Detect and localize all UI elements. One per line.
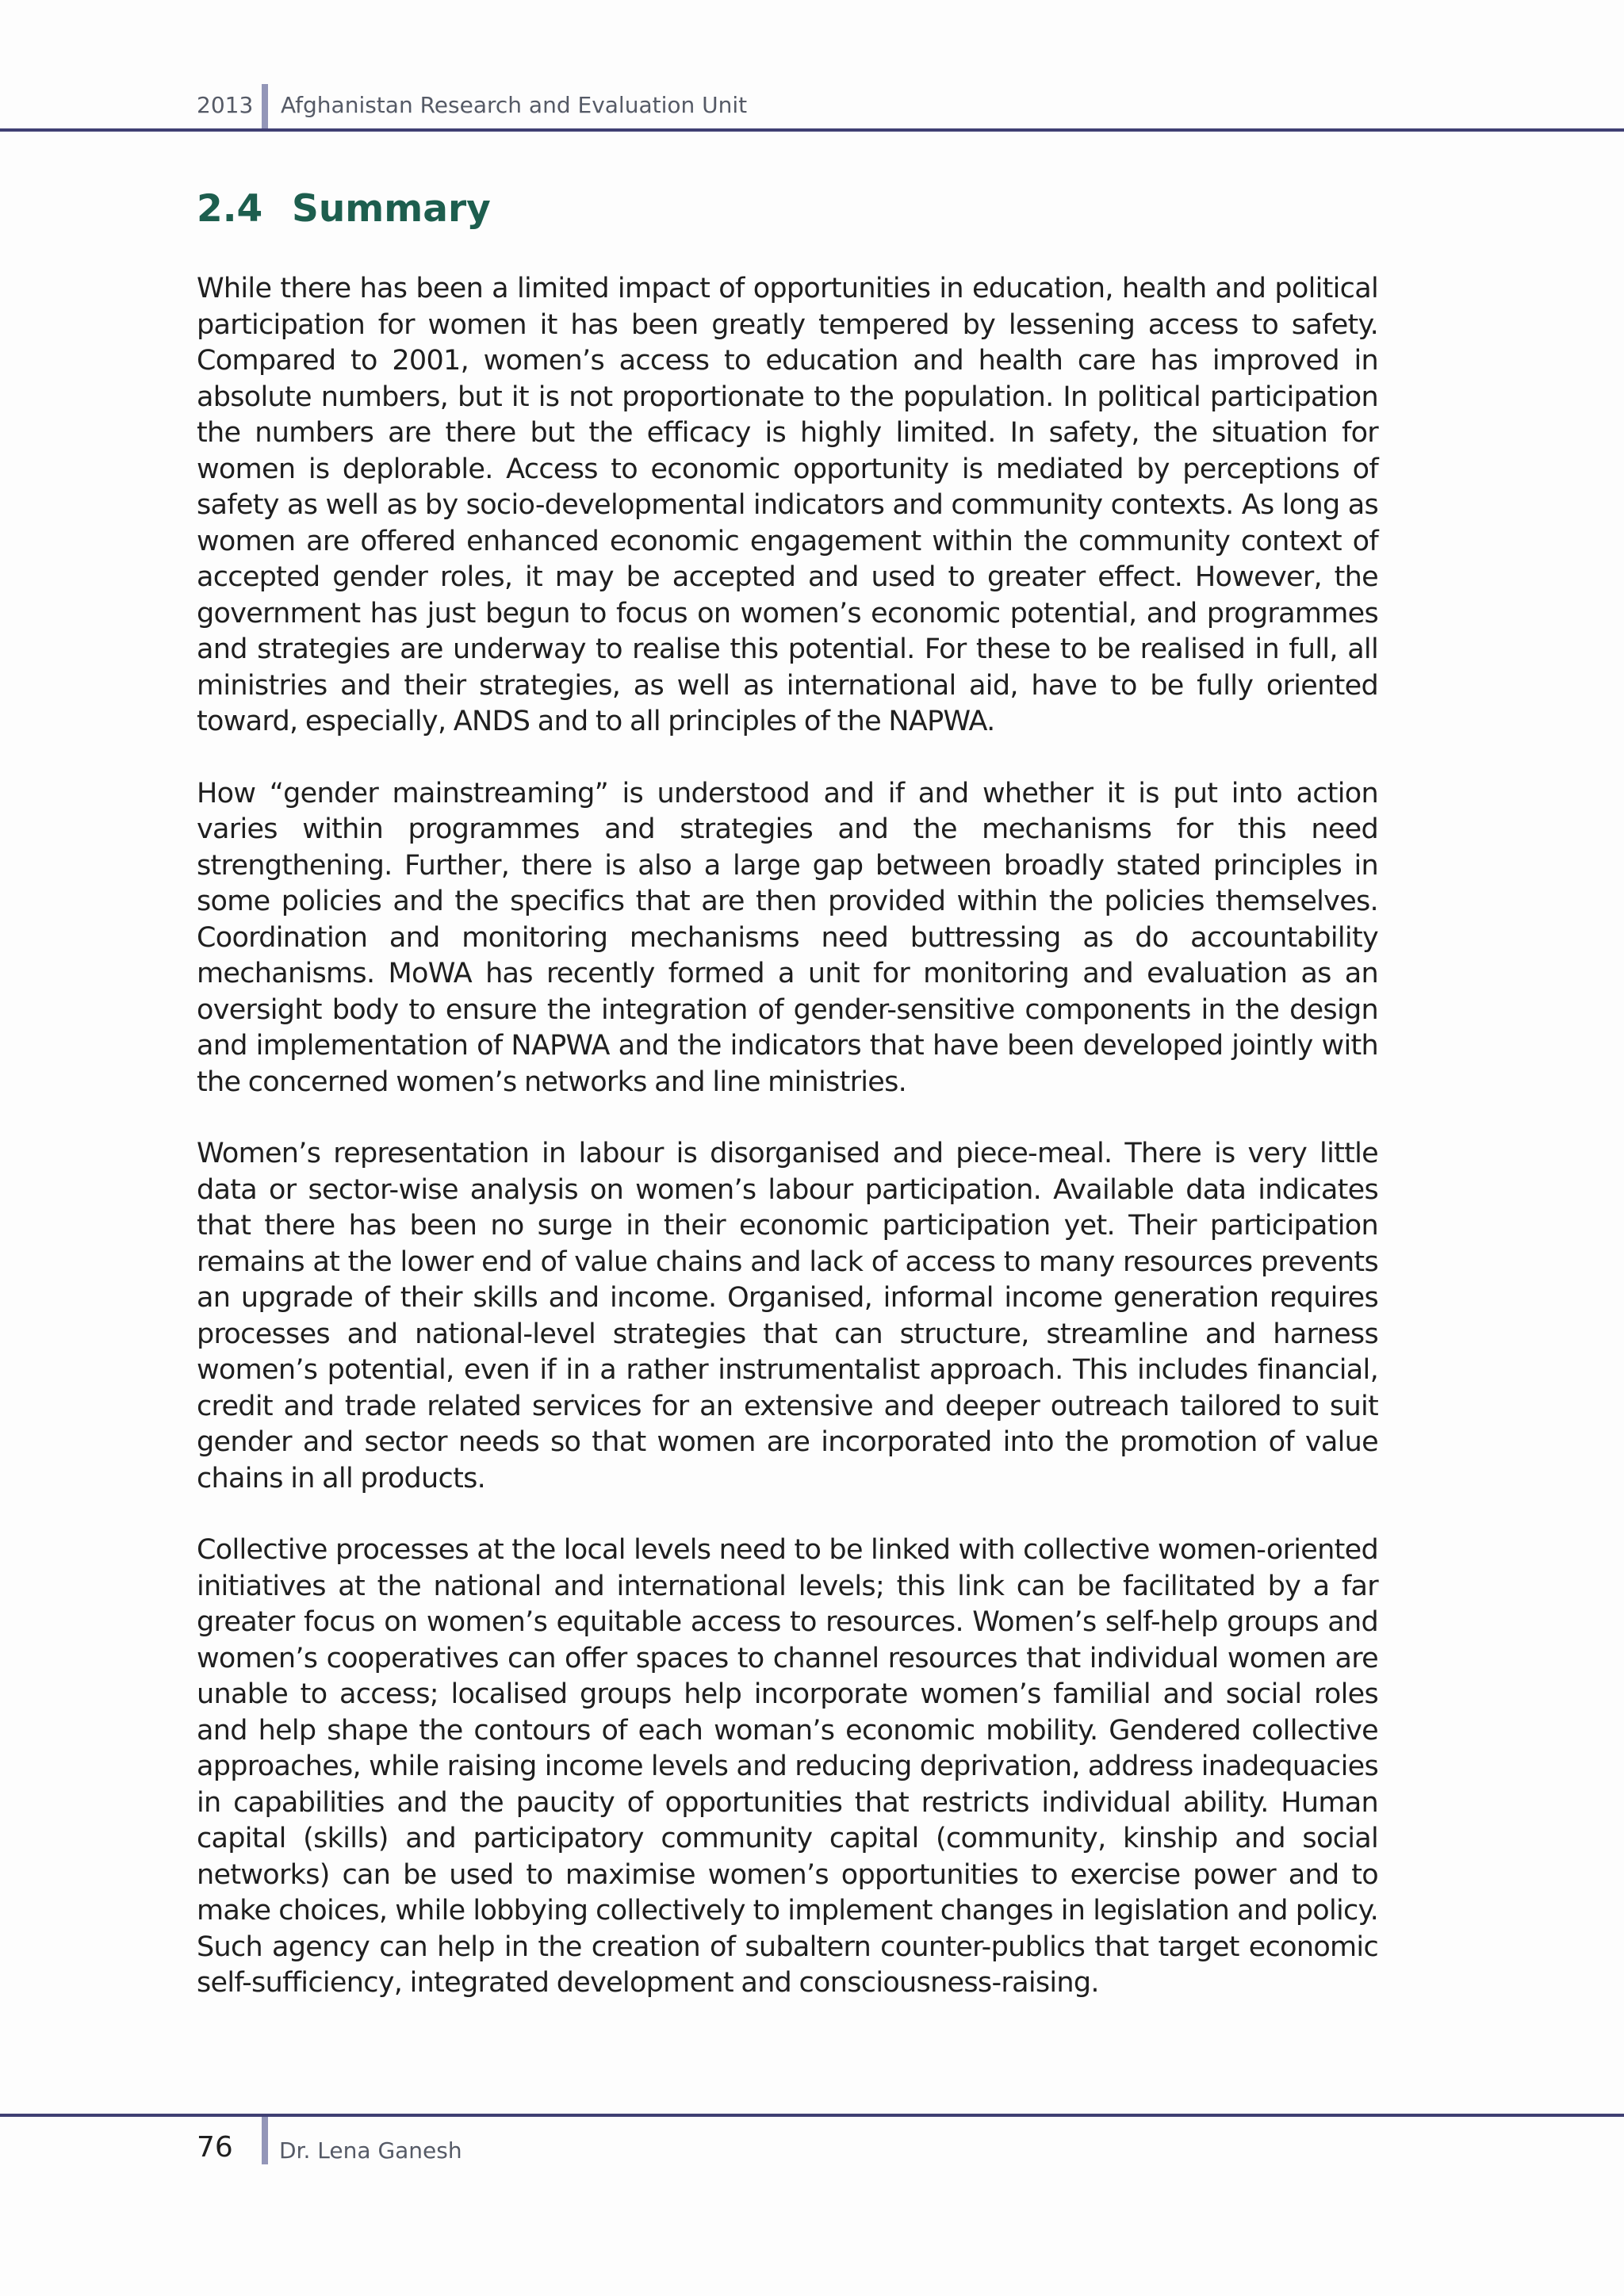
page-header xyxy=(0,0,1624,135)
body-text xyxy=(197,271,1378,2038)
header-divider-bar xyxy=(262,84,268,130)
footer-author: Dr. Lena Ganesh xyxy=(279,2137,462,2164)
paragraph: How “gender mainstreaming” is understood and if and whether it is put into action varies within programmes and strategies and the mechanisms for this need strengthening. Further, there is also a large gap between broadly stated principles in some policies and the specifics that are then provided within the policies themselves. Coordination and monitoring mechanisms need buttressing as do accountability mechanisms. MoWA has recently formed a unit for monitoring and evaluation as an oversight body to ensure the integration of gender-sensitive components in the design and implementation of NAPWA and the indicators that have been developed jointly with the concerned women’s networks and line ministries. xyxy=(197,777,1378,1098)
section-number: 2.4 xyxy=(197,187,263,231)
paragraph: While there has been a limited impact of opportunities in education, health and political participation for women it has been greatly tempered by lessening access to safety. Compared to 2001, women’s access to education and health care has improved in absolute numbers, but it is not proportionate to the population. In political participation the numbers are there but the efficacy is highly limited. In safety, the situation for women is deplorable. Access to economic opportunity is mediated by perceptions of safety as well as by socio-developmental indicators and community contexts. As long as women are offered enhanced economic engagement within the community context of accepted gender roles, it may be accepted and used to greater effect. However, the government has just begun to focus on women’s economic potential, and programmes and strategies are underway to realise this potential. For these to be realised in full, all ministries and their strategies, as well as international aid, have to be fully oriented toward, especially, ANDS and to all principles of the NAPWA. xyxy=(197,273,1378,737)
paragraph: Collective processes at the local levels need to be linked with collective women-oriented initiatives at the national and international levels; this link can be facilitated by a far greater focus on women’s equitable access to resources. Women’s self-help groups and women’s cooperatives can offer spaces to channel resources that individual women are unable to access; localised groups help incorporate women’s familial and social roles and help shape the contours of each woman’s economic mobility. Gendered collective approaches, while raising income levels and reducing deprivation, address inadequacies in capabilities and the paucity of opportunities that restricts individual ability. Human capital (skills) and participatory community capital (community, kinship and social networks) can be used to maximise women’s opportunities to exercise power and to make choices, while lobbying collectively to implement changes in legislation and policy. Such agency can help in the creation of subaltern counter-publics that target economic self-sufficiency, integrated development and consciousness-raising. xyxy=(197,1534,1378,1999)
header-organization: Afghanistan Research and Evaluation Unit xyxy=(281,92,748,118)
section-title: Summary xyxy=(292,187,491,231)
footer-divider-bar xyxy=(262,2117,268,2164)
paragraph: Women’s representation in labour is disorganised and piece-meal. There is very little data or sector-wise analysis on women’s labour participation. Available data indicates that there has been no surge in their economic participation yet. Their participation remains at the lower end of value chains and lack of access to many resources prevents an upgrade of their skills and income. Organised, informal income generation requires processes and national-level strategies that can structure, streamline and harness women’s potential, even if in a rather instrumentalist approach. This includes financial, credit and trade related services for an extensive and deeper outreach tailored to suit gender and sector needs so that women are incorporated into the promotion of value chains in all products. xyxy=(197,1138,1378,1494)
header-year: 2013 xyxy=(197,92,254,118)
page-number: 76 xyxy=(197,2131,233,2164)
footer-rule xyxy=(0,2114,1624,2117)
header-rule xyxy=(0,128,1624,132)
section-heading xyxy=(197,187,491,231)
